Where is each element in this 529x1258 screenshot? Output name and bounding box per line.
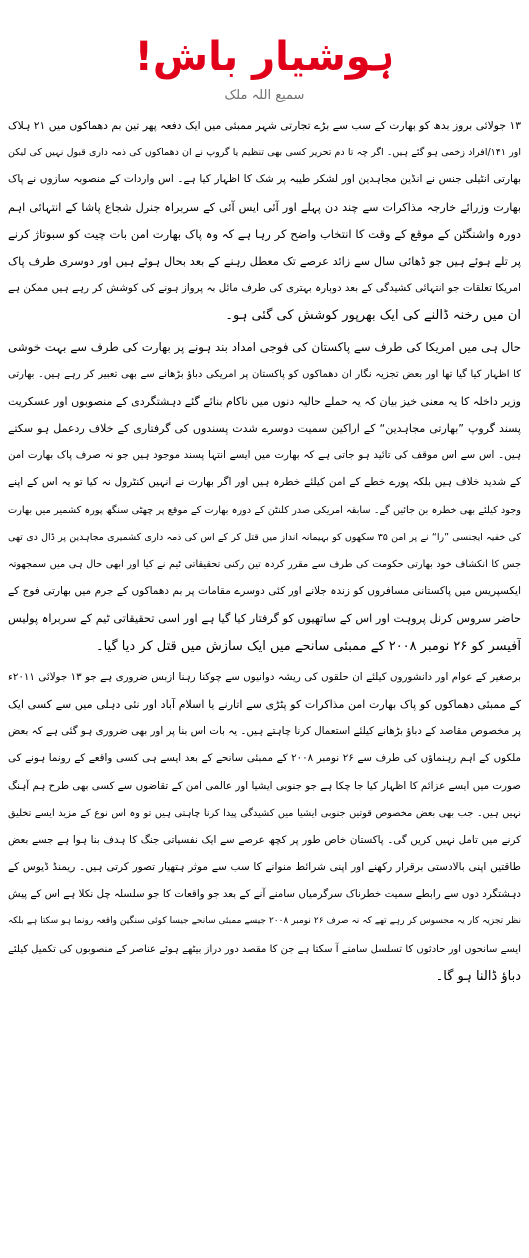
text-line: امریکا تعلقات جو انتہائی کشیدگی کے بعد دوبارہ بہتری کی طرف مائل بہ پرواز ہونے کی کوشش کر رہے ہیں ممکن ہے [8,282,521,295]
text-line: پسند گروپ ”بھارتی مجاہدین“ کے اراکین سمیت دوسرے شدت پسندوں کی گرفتاری کے خلاف ردعمل ہو سکتے [8,422,521,436]
text-line: کی خفیہ ایجنسی ”را“ نے پر امن ۳۵ سکھوں کو بہیمانہ انداز میں قتل کر کے اس کی ذمہ داری کشمیری مجاہدین پر ڈال دی تھی [8,531,521,543]
text-line: برصغیر کے عوام اور دانشوروں کیلئے ان حلقوں کی ریشہ دوانیوں سے چوکنا رہنا ازبس ضروری ہے جو ۱۳ جولائی ۲۰۱۱ء [8,670,521,683]
text-line: ایسے سانحوں اور حادثوں کا تسلسل سامنے آ سکتا ہے جن کا مقصد دور دراز بیٹھے ہوئے عناصر کے منصوبوں کی تکمیل کیلئے [8,943,521,955]
text-line: بھارتی انٹیلی جنس نے انڈین مجاہدین اور لشکر طیبہ پر شک کا اظہار کیا ہے۔ اس واردات کے منصوبہ سازوں نے پاک [8,173,521,186]
text-line: بھارت وزرائے خارجہ مذاکرات سے چند دن پہلے اور آئی ایس آئی کے سربراہ جنرل شجاع پاشا کے انتہائی اہم [8,200,521,214]
text-line: ہیں۔ اس سے اس موقف کی تائید ہو جاتی ہے کہ بھارت میں ایسے انتہا پسند موجود ہیں جو نہ صرف پاک بھارت امن [8,449,521,462]
text-line: طاقتیں اپنی بالادستی برقرار رکھنے اور اپنی شرائط منوانے کا سب سے موثر ہتھیار تصور کرتی ہیں۔ ریمنڈ ڈیوس کے [8,861,521,874]
text-line: ۱۳ جولائی بروز بدھ کو بھارت کے سب سے بڑے تجارتی شہر ممبئی میں ایک دفعہ پھر تین بم دھماکوں میں ۲۱ ہلاک [8,119,521,132]
text-line: کے شدید خلاف ہیں بلکہ پورے خطے کے امن کیلئے خطرہ ہیں اور اگر بھارت نے انہیں کنٹرول نہ کیا تو یہ اس کے اپنے [8,476,521,489]
text-line: ان میں رخنہ ڈالنے کی ایک بھرپور کوشش کی گئی ہو۔ [225,308,521,324]
text-line: جس کا انکشاف خود بھارتی حکومت کی طرف سے مقرر کردہ تین رکنی تحقیقاتی ٹیم نے کیا اور ابھی حال ہی میں سمجھوتہ [8,559,521,570]
text-line: دہشتگرد دوں سے رابطے سمیت خطرناک سرگرمیاں سامنے آنے کے بعد جو واقعات کا جو سلسلہ چل نکلا ہے اس کے پیش [8,888,521,901]
text-line: وزیر داخلہ کا یہ معنی خیز بیان کہ یہ حملے حالیہ دنوں میں ناکام بنائے گئے دہشتگردی کے منصوبوں اور عسکریت [8,394,521,408]
text-line: نہیں ہیں۔ جب بھی بعض مخصوص قوتیں جنوبی ایشیا میں کشیدگی پیدا کرنا چاہتی ہیں تو وہ اس نوع کے مزید ایسے تخلیق [8,807,521,819]
text-line: ملکوں کے اہم رہنماؤں کی طرف سے ۲۶ نومبر ۲۰۰۸ کے ممبئی سانحے کے بعد ایسے ہی کسی واقعے کے رونما ہونے کی [8,752,521,765]
text-line: آفیسر کو ۲۶ نومبر ۲۰۰۸ کے ممبئی سانحے میں ایک سازش میں قتل کر دیا گیا۔ [95,638,521,654]
text-line: نظر تجزیہ کار یہ محسوس کر رہے تھے کہ نہ صرف ۲۶ نومبر ۲۰۰۸ جیسے ممبئی سانحے جیسا کوئی سنگین واقعہ رونما ہو سکتا ہے بلکہ [8,916,521,927]
text-line: صورت میں ایسے عزائم کا اظہار کیا جا چکا ہے جو جنوبی ایشیا اور عالمی امن کے تقاضوں سے کسی بھی طرح ہم آہنگ [8,779,521,792]
article-paragraph [8,112,521,330]
text-line: پر مخصوص مقاصد کے دباؤ بڑھانے کیلئے استعمال کرنا چاہتے ہیں۔ یہ بات اس بنا پر اور بھی ضروری ہو گئی ہے کہ بعض [8,725,521,738]
text-line: پر تلے ہوئے ہیں جو ڈھائی سال سے زائد عرصے تک معطل رہنے کے بعد بحال ہوئے ہیں اور دوسری طرف پاک [8,254,521,268]
article-paragraph [8,664,521,990]
text-line: حال ہی میں امریکا کی طرف سے پاکستان کی فوجی امداد بند ہونے پر بھارت کی طرف سے بہت خوشی [8,339,521,354]
text-line: دباؤ ڈالنا ہو گا۔ [435,968,521,984]
article-paragraph [8,334,521,660]
article-body [8,112,521,990]
text-line: کا اظہار کیا گیا تھا اور بعض تجزیہ نگار ان دھماکوں کو پاکستان پر امریکی دباؤ بڑھانے سے بھی تعبیر کر رہے ہیں۔ بھارتی [8,368,521,380]
text-line: حاضر سروس کرنل پروہت اور اس کے ساتھیوں کو گرفتار کیا گیا ہے اور اسی تحقیقاتی ٹیم کے سربراہ پولیس [8,612,521,626]
text-line: اور ۱۴۱/افراد زخمی ہو گئے ہیں۔ اگر چہ تا دم تحریر کسی بھی تنظیم یا گروپ نے ان دھماکوں کی ذمہ داری قبول نہیں کی لیکن [8,147,521,159]
text-line: ایکسپریس میں پاکستانی مسافروں کو زندہ جلانے اور کئی دوسرے مقامات پر بم دھماکوں کے جرم میں بھارتی فوج کے [8,585,521,598]
author-byline: سمیع اللہ ملک [224,88,305,103]
text-line: کرنے میں تامل نہیں کریں گی۔ پاکستان خاص طور پر کچھ عرصے سے ایک نفسیاتی جنگ کا ہدف بنا ہوا ہے جسے بعض [8,833,521,846]
text-line: دورہ واشنگٹن کے موقع کے وقت کا انتخاب واضح کر رہا ہے کہ وہ پاک بھارت امن بات چیت کو سبوتاژ کرنے [8,226,521,241]
article-headline: ہوشیار باش! [134,34,395,80]
text-line: وجود کیلئے بھی خطرہ بن جائیں گے۔ سابقہ امریکی صدر کلنٹن کے دورہ بھارت کے موقع پر چھٹی سنگھ پورہ کشمیر میں بھارت [8,504,521,516]
text-line: کے ممبئی دھماکوں کو پاک بھارت امن مذاکرات کو پٹڑی سے اتارنے یا اسلام آباد اور نئی دہلی میں سے کسی ایک [8,697,521,711]
